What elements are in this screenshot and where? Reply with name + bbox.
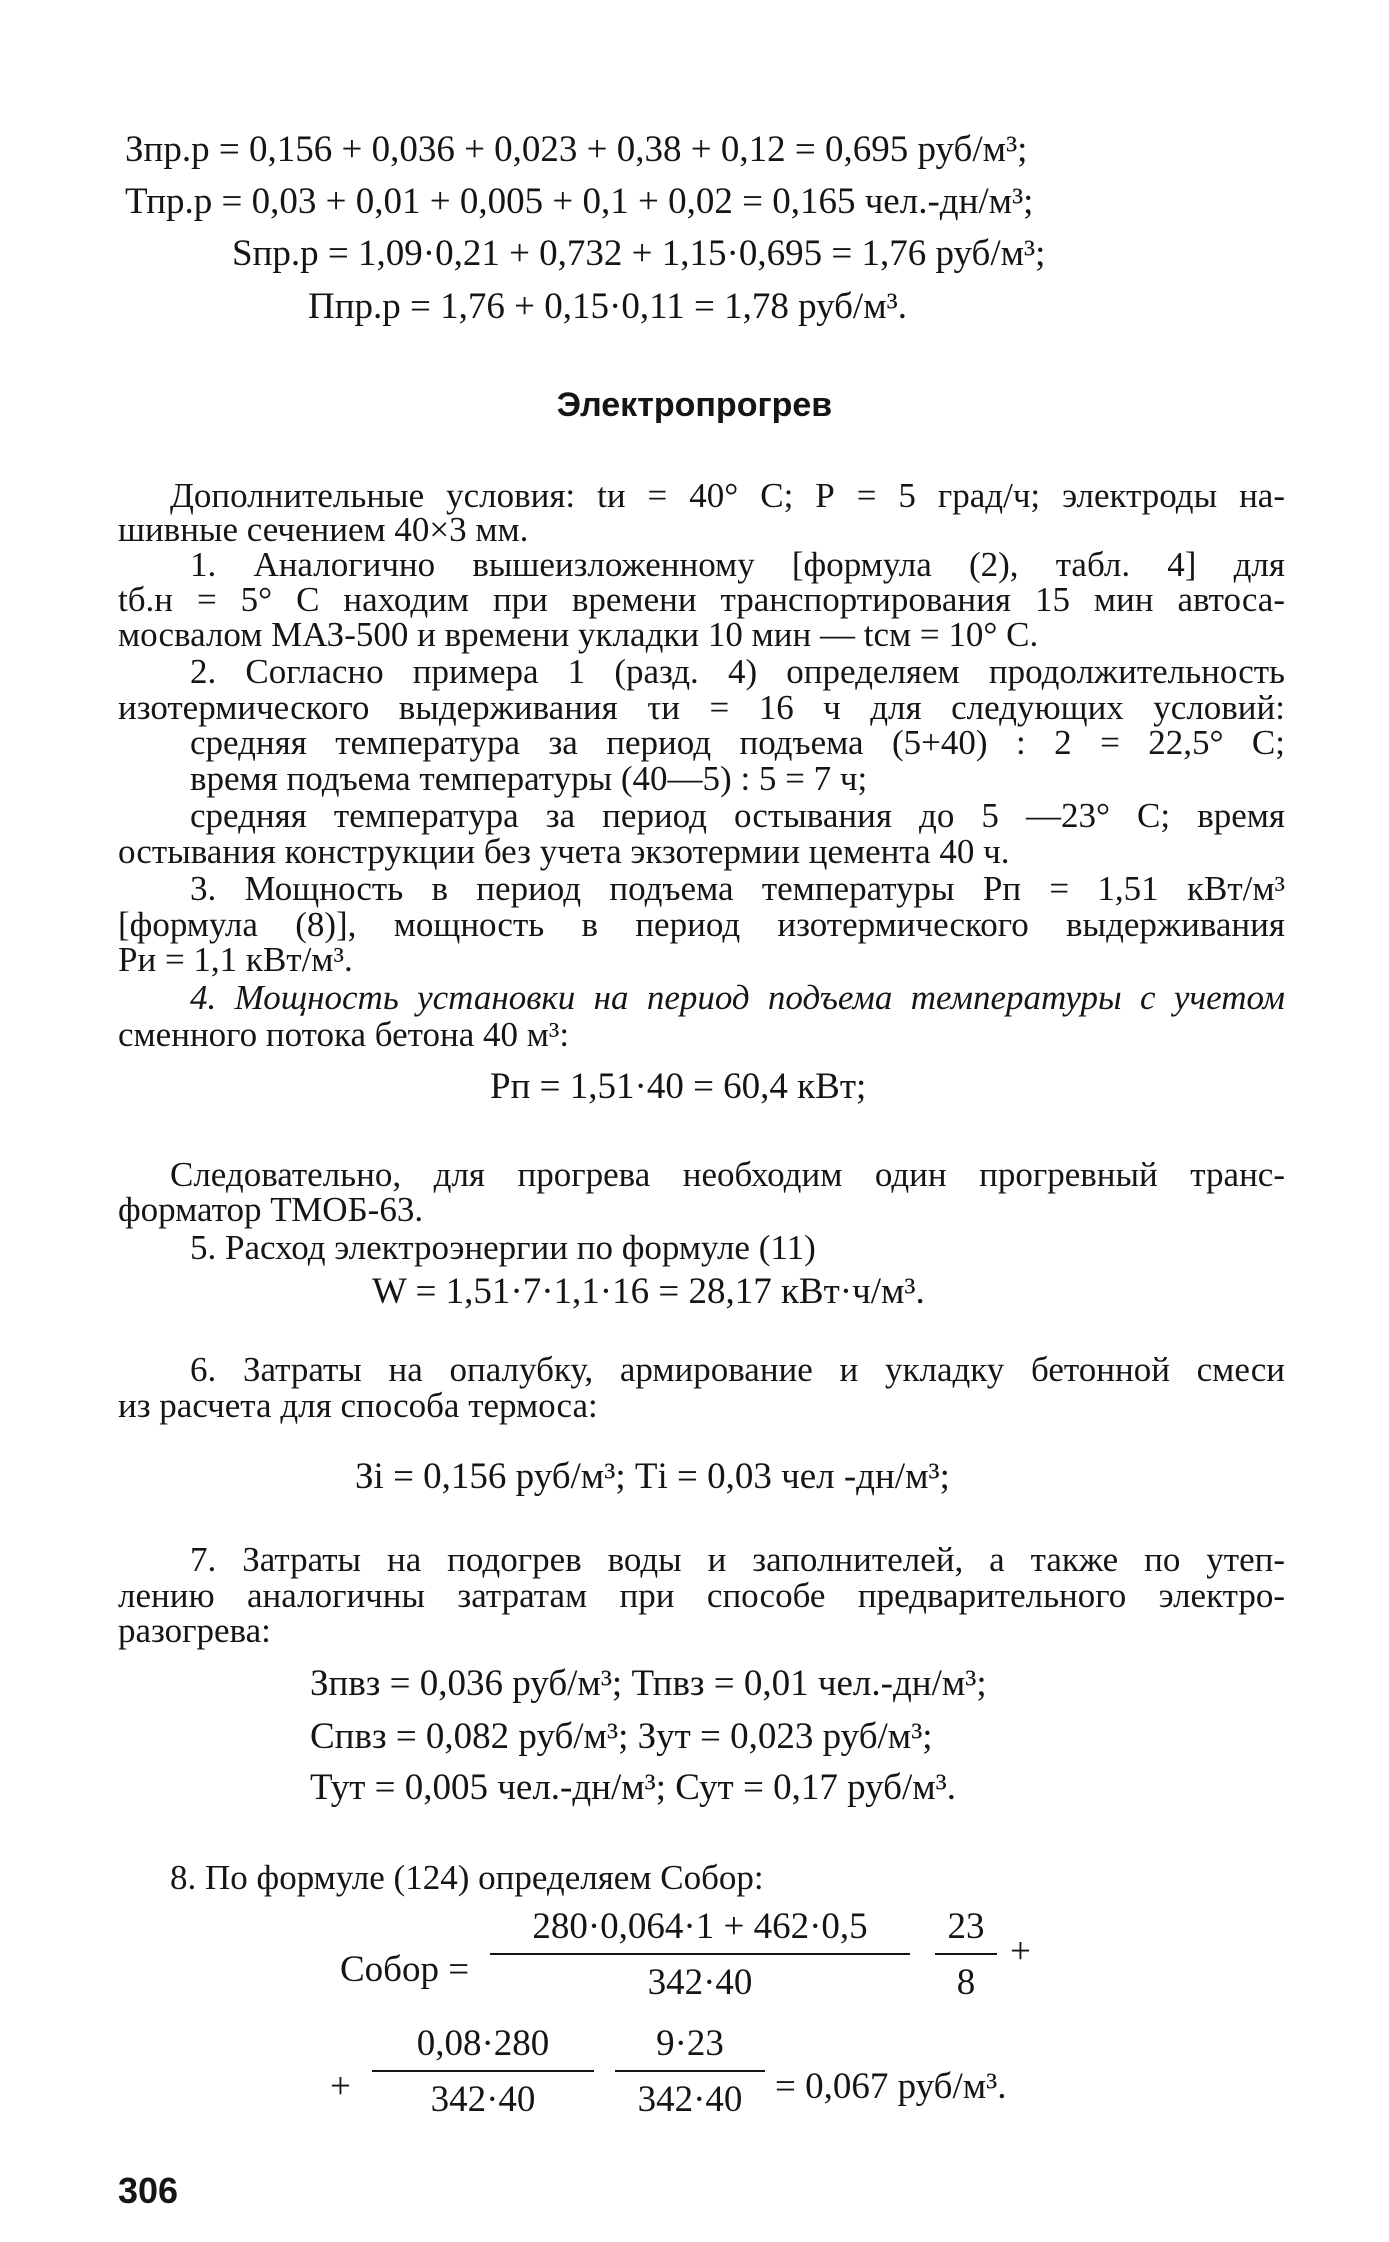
final-fraction-2-denominator: 8 <box>956 1962 976 2003</box>
formula-s-pr-r: Sпр.р = 1,09·0,21 + 0,732 + 1,15·0,695 = 1,76 руб/м³; <box>232 233 1046 274</box>
final-fraction-1 <box>490 1905 910 2005</box>
formula-energy: W = 1,51·7·1,1·16 = 28,17 кВт·ч/м³. <box>372 1271 925 1312</box>
item2-line-6: остывания конструкции без учета экзотермии цемента 40 ч. <box>118 832 1010 871</box>
transformer-line-1: Следовательно, для прогрева необходим один прогревный транс- <box>170 1155 1285 1194</box>
formula-z-pr-r: Зпр.р = 0,156 + 0,036 + 0,023 + 0,38 + 0,12 = 0,695 руб/м³; <box>125 129 1028 170</box>
item8-line: 8. По формуле (124) определяем Собор: <box>170 1858 764 1897</box>
final-fraction-3-numerator: 0,08·280 <box>416 2023 550 2064</box>
final-fraction-1-denominator: 342·40 <box>647 1962 753 2003</box>
item3-line-2: [формула (8)], мощность в период изотермического выдерживания <box>118 905 1285 944</box>
conditions-line-1: Дополнительные условия: tи = 40° С; Р = 5 град/ч; электроды на- <box>170 476 1285 515</box>
final-formula-lhs: Собор = <box>340 1949 470 1990</box>
final-fraction-4-denominator: 342·40 <box>637 2079 743 2120</box>
item3-line-3: Ри = 1,1 кВт/м³. <box>118 940 353 979</box>
page-number: 306 <box>118 2170 179 2211</box>
final-formula-result: = 0,067 руб/м³. <box>775 2066 1007 2107</box>
item6-line-1: 6. Затраты на опалубку, армирование и укладку бетонной смеси <box>190 1350 1285 1389</box>
item1-line-2: tб.н = 5° С находим при времени транспортирования 15 мин автоса- <box>118 580 1285 619</box>
final-fraction-2-numerator: 23 <box>947 1906 985 1947</box>
formula-pvz-line-1: Зпвз = 0,036 руб/м³; Тпвз = 0,01 чел.-дн/м³; <box>310 1663 987 1704</box>
item2-line-2: изотермического выдерживания τи = 16 ч для следующих условий: <box>118 688 1285 727</box>
conditions-line-2: шивные сечением 40×3 мм. <box>118 510 529 549</box>
final-fraction-2 <box>935 1905 997 2005</box>
final-fraction-4-numerator: 9·23 <box>656 2023 724 2064</box>
item7-line-2: лению аналогичны затратам при способе предварительного электро- <box>118 1576 1285 1615</box>
formula-pvz-line-3: Тут = 0,005 чел.-дн/м³; Сут = 0,17 руб/м³. <box>310 1767 956 1808</box>
formula-power: Рп = 1,51·40 = 60,4 кВт; <box>490 1066 867 1107</box>
item2-line-4: время подъема температуры (40—5) : 5 = 7 ч; <box>190 759 868 798</box>
item6-line-2: из расчета для способа термоса: <box>118 1386 598 1425</box>
transformer-line-2: форматор ТМОБ-63. <box>118 1190 424 1229</box>
item5-line: 5. Расход электроэнергии по формуле (11) <box>190 1228 816 1267</box>
final-fraction-3-bar <box>372 2070 594 2072</box>
final-fraction-3-denominator: 342·40 <box>430 2079 536 2120</box>
item2-line-1: 2. Согласно примера 1 (разд. 4) определяем продолжительность <box>190 652 1285 691</box>
item1-line-3: мосвалом МАЗ-500 и времени укладки 10 мин — tсм = 10° С. <box>118 615 1039 654</box>
final-fraction-2-bar <box>935 1953 997 1955</box>
final-formula-plus-end: + <box>1010 1931 1031 1972</box>
item7-line-3: разогрева: <box>118 1611 271 1650</box>
section-heading: Электропрогрев <box>556 386 833 424</box>
formula-t-pr-r: Тпр.р = 0,03 + 0,01 + 0,005 + 0,1 + 0,02 = 0,165 чел.-дн/м³; <box>125 181 1034 222</box>
formula-p-pr-r: Ппр.р = 1,76 + 0,15·0,11 = 1,78 руб/м³. <box>308 286 907 327</box>
item4-line-2: сменного потока бетона 40 м³: <box>118 1015 570 1054</box>
item3-line-1: 3. Мощность в период подъема температуры Рп = 1,51 кВт/м³ <box>190 869 1285 908</box>
final-formula-plus-start: + <box>330 2066 351 2107</box>
final-fraction-1-bar <box>490 1953 910 1955</box>
item4-line-1: 4. Мощность установки на период подъема температуры с учетом <box>190 978 1285 1017</box>
formula-costs-6: Зi = 0,156 руб/м³; Тi = 0,03 чел -дн/м³; <box>355 1456 950 1497</box>
item7-line-1: 7. Затраты на подогрев воды и заполнителей, а также по утеп- <box>190 1540 1285 1579</box>
final-fraction-4 <box>615 2022 765 2122</box>
item2-line-3: средняя температура за период подъема (5+40) : 2 = 22,5° С; <box>190 723 1285 762</box>
final-fraction-4-bar <box>615 2070 765 2072</box>
item1-line-1: 1. Аналогично вышеизложенному [формула (2), табл. 4] для <box>190 545 1285 584</box>
item2-line-5: средняя температура за период остывания до 5 —23° С; время <box>190 796 1285 835</box>
final-fraction-3 <box>372 2022 594 2122</box>
formula-pvz-line-2: Спвз = 0,082 руб/м³; Зут = 0,023 руб/м³; <box>310 1716 933 1757</box>
final-fraction-1-numerator: 280·0,064·1 + 462·0,5 <box>532 1906 868 1947</box>
